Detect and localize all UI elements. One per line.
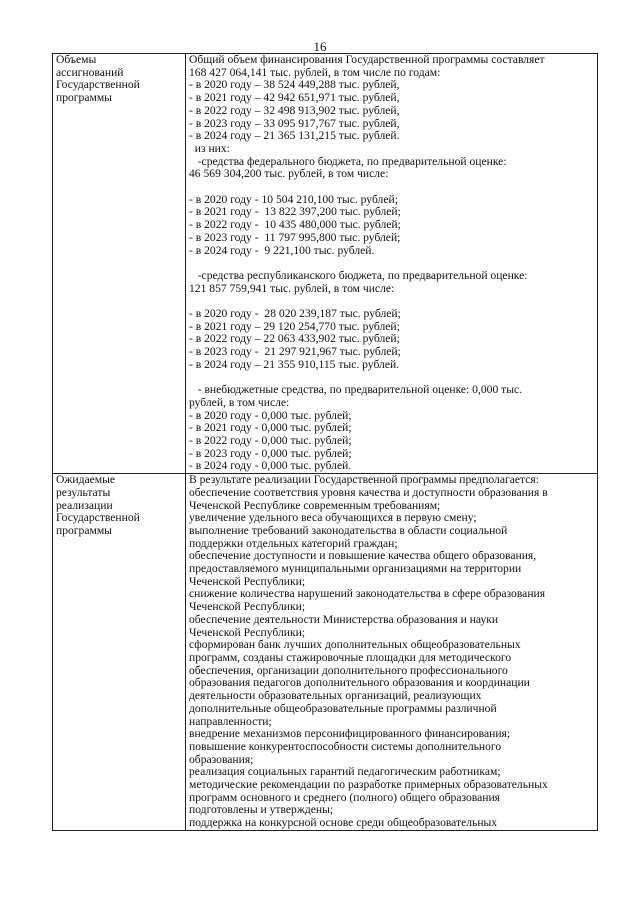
content-line: предоставляемого муниципальными организациями на территории xyxy=(189,563,522,576)
content-line: обеспечение соответствия уровня качества и доступности образования в xyxy=(189,486,548,499)
table-row xyxy=(53,54,598,474)
content-line: методические рекомендации по разработке примерных образовательных xyxy=(189,779,548,792)
content-line: 168 427 064,141 тыс. рублей, в том числе по годам: xyxy=(189,66,441,79)
content-line: подготовлены и утверждены; xyxy=(189,804,334,817)
content-line: реализация социальных гарантий педагогическим работникам; xyxy=(189,766,501,779)
content-line: В результате реализации Государственной программы предполагается: xyxy=(189,474,539,487)
content-line: - в 2024 году – 21 355 910,115 тыс. рублей. xyxy=(189,358,400,371)
row-content-cell xyxy=(186,54,598,474)
content-line: образования педагогов дополнительного образования и координации xyxy=(189,677,530,690)
content-line: поддержки отдельных категорий граждан; xyxy=(189,537,398,550)
content-line: образования; xyxy=(189,753,254,766)
content-line: программ, созданы стажировочные площадки для методического xyxy=(189,651,512,664)
content-line: - в 2023 году - 21 297 921,967 тыс. рублей; xyxy=(189,346,401,359)
content-line: Чеченской Республики; xyxy=(189,601,306,614)
content-line: выполнение требований законодательства в области социальной xyxy=(189,524,508,537)
content-line: - в 2021 году - 13 822 397,200 тыс. рублей; xyxy=(189,206,401,219)
content-line: - внебюджетные средства, по предварительной оценке: 0,000 тыс. xyxy=(189,384,523,397)
content-line: -средства федерального бюджета, по предварительной оценке: xyxy=(189,155,507,168)
content-line: обеспечение деятельности Министерства образования и науки xyxy=(189,613,499,626)
table-row xyxy=(53,474,598,831)
content-line: Чеченской Республики; xyxy=(189,575,306,588)
row-label-line: Объемы xyxy=(56,54,97,66)
content-line: - в 2023 году - 11 797 995,800 тыс. рублей; xyxy=(189,231,401,244)
content-line: - в 2021 году – 29 120 254,770 тыс. рублей; xyxy=(189,320,400,333)
content-line: - в 2020 году - 10 504 210,100 тыс. рублей; xyxy=(189,193,398,206)
content-line: - в 2022 году - 10 435 480,000 тыс. рублей; xyxy=(189,219,401,232)
content-line: - в 2024 году – 21 365 131,215 тыс. рублей. xyxy=(189,130,400,143)
row-label-line: результаты xyxy=(56,486,111,499)
content-line: снижение количества нарушений законодательства в сфере образования xyxy=(189,588,546,601)
content-line: сформирован банк лучших дополнительных общеобразовательных xyxy=(189,639,521,652)
passport-table xyxy=(52,53,598,831)
content-line: - в 2020 году - 0,000 тыс. рублей; xyxy=(189,409,352,422)
row-label-line: реализации xyxy=(56,499,113,512)
content-line: Чеченской Республике современным требованиям; xyxy=(189,499,441,512)
content-line: Чеченской Республики; xyxy=(189,626,306,639)
content-line: - в 2022 году – 32 498 913,902 тыс. рублей, xyxy=(189,104,400,117)
content-line: 121 857 759,941 тыс. рублей, в том числе: xyxy=(189,282,395,295)
content-line: - в 2021 году – 42 942 651,971 тыс. рублей, xyxy=(189,92,400,105)
row-label-line: Ожидаемые xyxy=(56,474,116,487)
row-label-line: Государственной xyxy=(56,79,140,92)
content-line: - в 2020 году – 38 524 449,288 тыс. рублей, xyxy=(189,79,400,92)
row-label-line: программы xyxy=(56,524,112,537)
row-content-cell xyxy=(186,474,598,831)
content-line: рублей, в том числе: xyxy=(189,396,290,409)
content-line: Общий объем финансирования Государственной программы составляет xyxy=(189,54,545,66)
blank-line xyxy=(189,372,595,385)
row-label-line: Государственной xyxy=(56,512,140,525)
content-line: обеспечение доступности и повышение качества общего образования, xyxy=(189,550,537,563)
content-line: деятельности образовательных организаций, реализующих xyxy=(189,690,482,703)
content-line: направленности; xyxy=(189,715,272,728)
content-line: - в 2020 году - 28 020 239,187 тыс. рублей; xyxy=(189,308,401,321)
content-line: - в 2024 году - 9 221,100 тыс. рублей. xyxy=(189,244,375,257)
content-line: - в 2022 году – 22 063 433,902 тыс. рублей; xyxy=(189,333,400,346)
row-label-line: программы xyxy=(56,92,112,105)
page-number: 16 xyxy=(313,39,327,54)
content-line: увеличение удельного веса обучающихся в первую смену; xyxy=(189,512,477,525)
content-line: дополнительные общеобразовательные программы различной xyxy=(189,702,497,715)
content-line: повышение конкурентоспособности системы дополнительного xyxy=(189,740,502,753)
content-line: - в 2023 году – 33 095 917,767 тыс. рублей, xyxy=(189,117,400,130)
content-line: обеспечения, организации дополнительного профессионального xyxy=(189,664,508,677)
content-line: из них: xyxy=(189,142,230,155)
content-line: -средства республиканского бюджета, по предварительной оценке: xyxy=(189,269,528,282)
content-line: - в 2021 году - 0,000 тыс. рублей; xyxy=(189,422,352,435)
row-label-line: ассигнований xyxy=(56,66,124,79)
blank-line xyxy=(189,181,595,194)
content-line: программ основного и среднего (полного) общего образования xyxy=(189,791,500,804)
content-line: - в 2024 году - 0,000 тыс. рублей. xyxy=(189,460,352,473)
content-line: 46 569 304,200 тыс. рублей, в том числе: xyxy=(189,168,389,181)
content-line: - в 2023 году - 0,000 тыс. рублей; xyxy=(189,447,352,460)
blank-line xyxy=(189,257,595,270)
content-line: поддержка на конкурсной основе среди общеобразовательных xyxy=(189,817,498,830)
blank-line xyxy=(189,295,595,308)
row-label-cell xyxy=(53,54,186,474)
content-line: внедрение механизмов персонифицированного финансирования; xyxy=(189,728,511,741)
content-line: - в 2022 году - 0,000 тыс. рублей; xyxy=(189,435,352,448)
row-label-cell xyxy=(53,474,186,831)
